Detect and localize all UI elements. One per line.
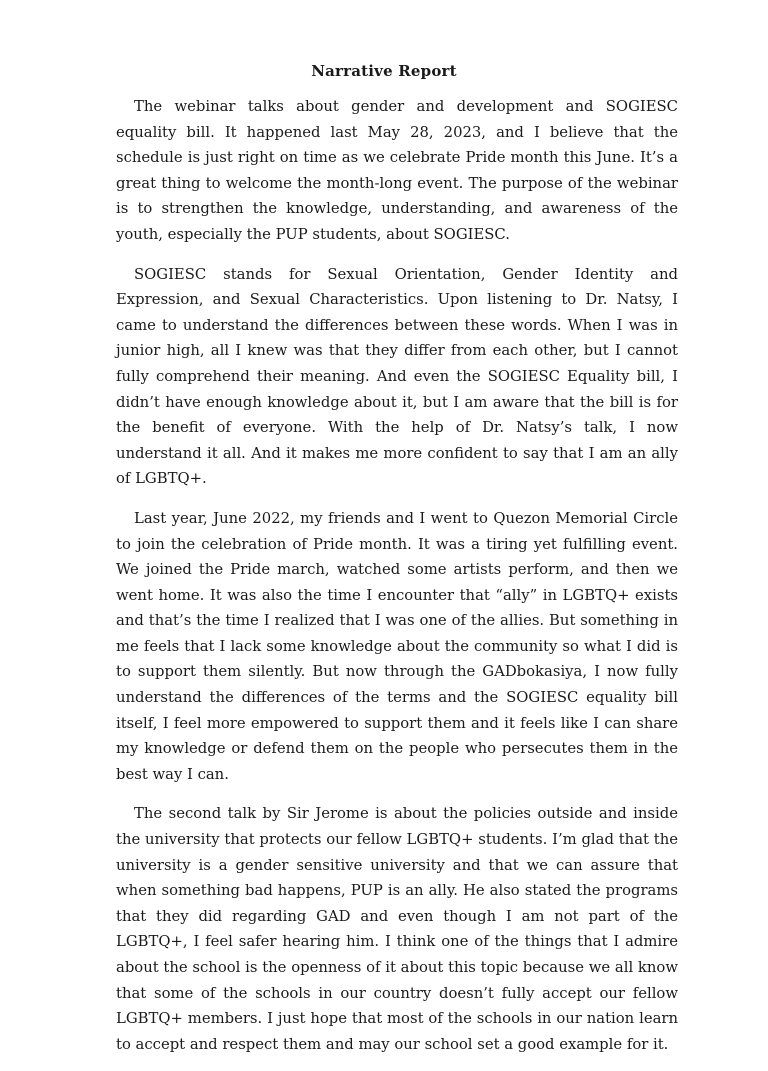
paragraph-1: The webinar talks about gender and development and SOGIESC equality bill. It happened last May 28, 2023, and I believe that the schedule is just right on time as we celebrate Pride month this June. It’s a great thing to welcome the month-long event. The purpose of the webinar is to strengthen the knowledge, understanding, and awareness of the youth, especially the PUP students, about SOGIESC. [116, 98, 678, 243]
paragraph-4: The second talk by Sir Jerome is about the policies outside and inside the university that protects our fellow LGBTQ+ students. I’m glad that the university is a gender sensitive university and that we can assure that when something bad happens, PUP is an ally. He also stated the programs that they did regarding GAD and even though I am not part of the LGBTQ+, I feel safer hearing him. I think one of the things that I admire about the school is the openness of it about this topic because we all know that some of the schools in our country doesn’t fully accept our fellow LGBTQ+ members. I just hope that most of the schools in our nation learn to accept and respect them and may our school set a good example for it. [116, 805, 678, 1053]
document-title: Narrative Report [311, 62, 457, 80]
document-body [116, 94, 678, 1071]
paragraph-2: SOGIESC stands for Sexual Orientation, Gender Identity and Expression, and Sexual Characteristics. Upon listening to Dr. Natsy, I came to understand the differences between these words. When I was in junior high, all I knew was that they differ from each other, but I cannot fully comprehend their meaning. And even the SOGIESC Equality bill, I didn’t have enough knowledge about it, but I am aware that the bill is for the benefit of everyone. With the help of Dr. Natsy’s talk, I now understand it all. And it makes me more confident to say that I am an ally of LGBTQ+. [116, 265, 678, 488]
paragraph-3: Last year, June 2022, my friends and I went to Quezon Memorial Circle to join the celebration of Pride month. It was a tiring yet fulfilling event. We joined the Pride march, watched some artists perform, and then we went home. It was also the time I encounter that “ally” in LGBTQ+ exists and that’s the time I realized that I was one of the allies. But something in me feels that I lack some knowledge about the community so what I did is to support them silently. But now through the GADbokasiya, I now fully understand the differences of the terms and the SOGIESC equality bill itself, I feel more empowered to support them and it feels like I can share my knowledge or defend them on the people who persecutes them in the best way I can. [116, 509, 678, 783]
